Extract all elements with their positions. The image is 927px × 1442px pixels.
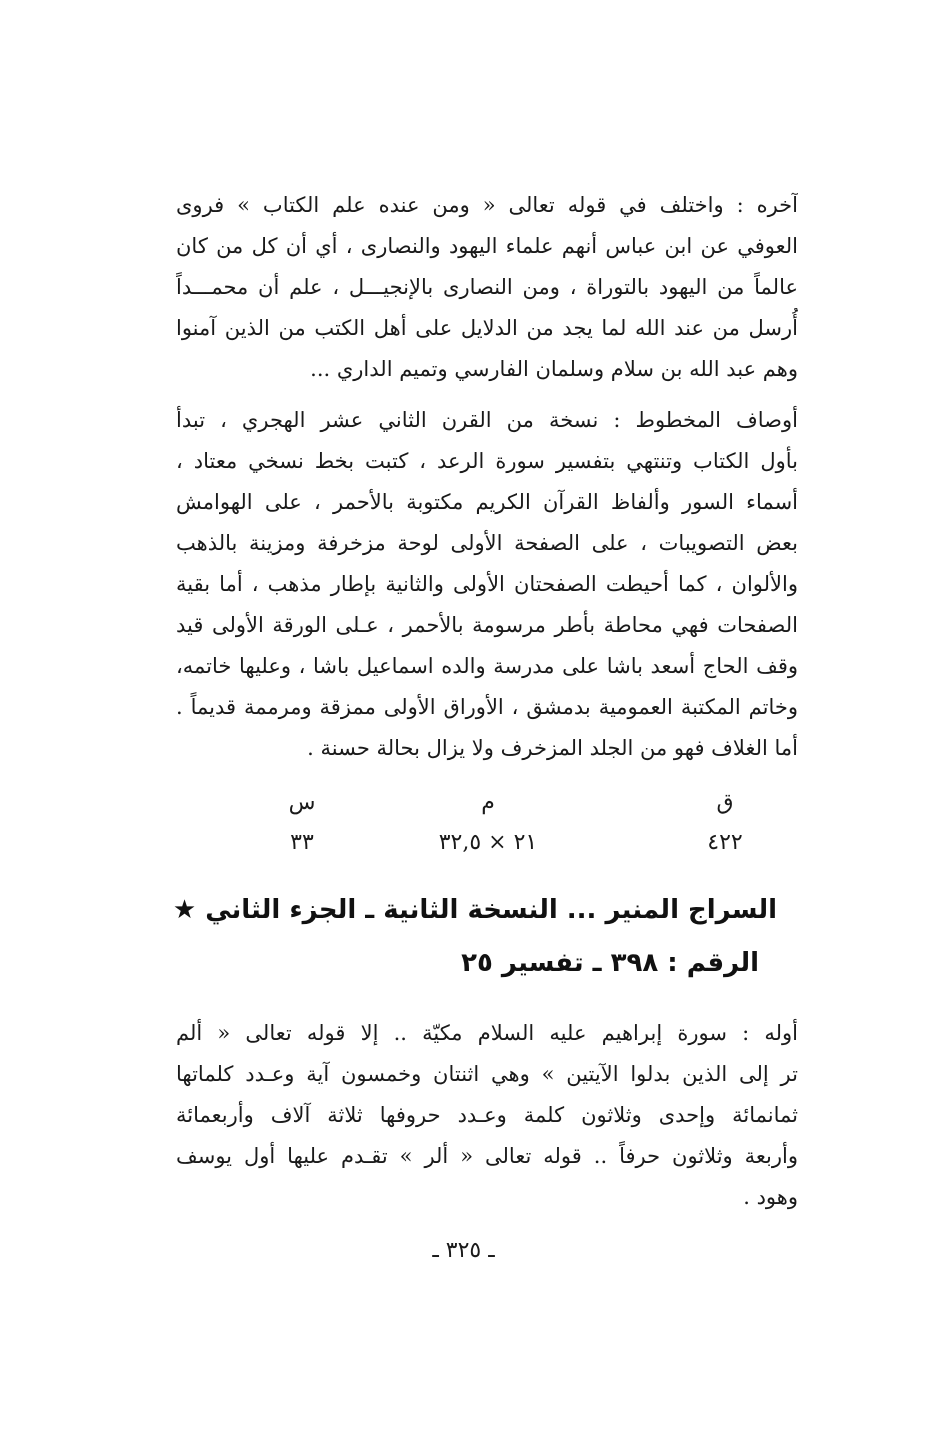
- text-line: ثمانمائة وإحدى وثلاثون كلمة وعـدد حروفها ثلاثة آلاف وأربعمائة: [176, 1103, 798, 1127]
- text-line: وهم عبد الله بن سلام وسلمان الفارسي وتميم الداري ...: [310, 357, 798, 381]
- text-line: أُرسل من عند الله لما يجد من الدلايل على أهل الكتب من الذين آمنوا: [176, 316, 798, 340]
- text-line: عالماً من اليهود بالتوراة ، ومن النصارى بالإنجيـــل ، علم أن محمـــداً: [176, 275, 798, 299]
- measurement-s-label: س: [288, 790, 316, 815]
- measurement-q-label: ق: [716, 790, 734, 815]
- text-line: أوله : سورة إبراهيم عليه السلام مكيّة .. إلا قوله تعالى « ألم: [176, 1021, 798, 1045]
- text-line: وأربعة وثلاثون حرفاً .. قوله تعالى « ألر » تقـدم عليها أول يوسف: [176, 1144, 798, 1168]
- paragraph-manuscript-description: [176, 400, 798, 769]
- text-line: الصفحات فهي محاطة بأطر مرسومة بالأحمر ، عـلى الورقة الأولى قيد: [176, 613, 798, 637]
- paragraph-ending: [176, 185, 798, 390]
- text-line: أما الغلاف فهو من الجلد المزخرف ولا يزال بحالة حسنة .: [307, 736, 798, 760]
- page-number: ـ ٣٢٥ ـ: [432, 1238, 495, 1263]
- text-line: آخره : واختلف في قوله تعالى « ومن عنده علم الكتاب » فروى: [176, 193, 798, 217]
- text-line: العوفي عن ابن عباس أنهم علماء اليهود والنصارى ، أي أن كل من كان: [176, 234, 798, 258]
- section-heading-title: السراج المنير ... النسخة الثانية ـ الجزء الثاني ★: [172, 895, 777, 925]
- text-line: أوصاف المخطوط : نسخة من القرن الثاني عشر الهجري ، تبدأ: [176, 408, 798, 432]
- text-line: وقف الحاج أسعد باشا على مدرسة والده اسماعيل باشا ، وعليها خاتمه،: [176, 654, 798, 678]
- measurement-m-label: م: [481, 790, 495, 815]
- text-line: أسماء السور وألفاظ القرآن الكريم مكتوبة بالأحمر ، على الهوامش: [176, 490, 798, 514]
- text-line: وخاتم المكتبة العمومية بدمشق ، الأوراق الأولى ممزقة ومرممة قديماً .: [176, 695, 798, 719]
- text-line: تر إلى الذين بدلوا الآيتين » وهي اثنتان وخمسون آية وعـدد كلماتها: [176, 1062, 798, 1086]
- section-heading-number: الرقم : ٣٩٨ ـ تفسير ٢٥: [461, 948, 759, 978]
- text-line: والألوان ، كما أحيطت الصفحتان الأولى والثانية بإطار مذهب ، أما بقية: [176, 572, 798, 596]
- measurement-s-value: ٣٣: [290, 830, 314, 855]
- paragraph-beginning: [176, 1013, 798, 1218]
- measurement-m-value: ٢١ × ٣٢,٥: [438, 830, 538, 855]
- text-line: وهود .: [743, 1185, 798, 1209]
- text-line: بعض التصويبات ، على الصفحة الأولى لوحة مزخرفة ومزينة بالذهب: [176, 531, 798, 555]
- measurement-q-value: ٤٢٢: [707, 830, 743, 855]
- text-line: بأول الكتاب وتنتهي بتفسير سورة الرعد ، كتبت بخط نسخي معتاد ،: [176, 449, 798, 473]
